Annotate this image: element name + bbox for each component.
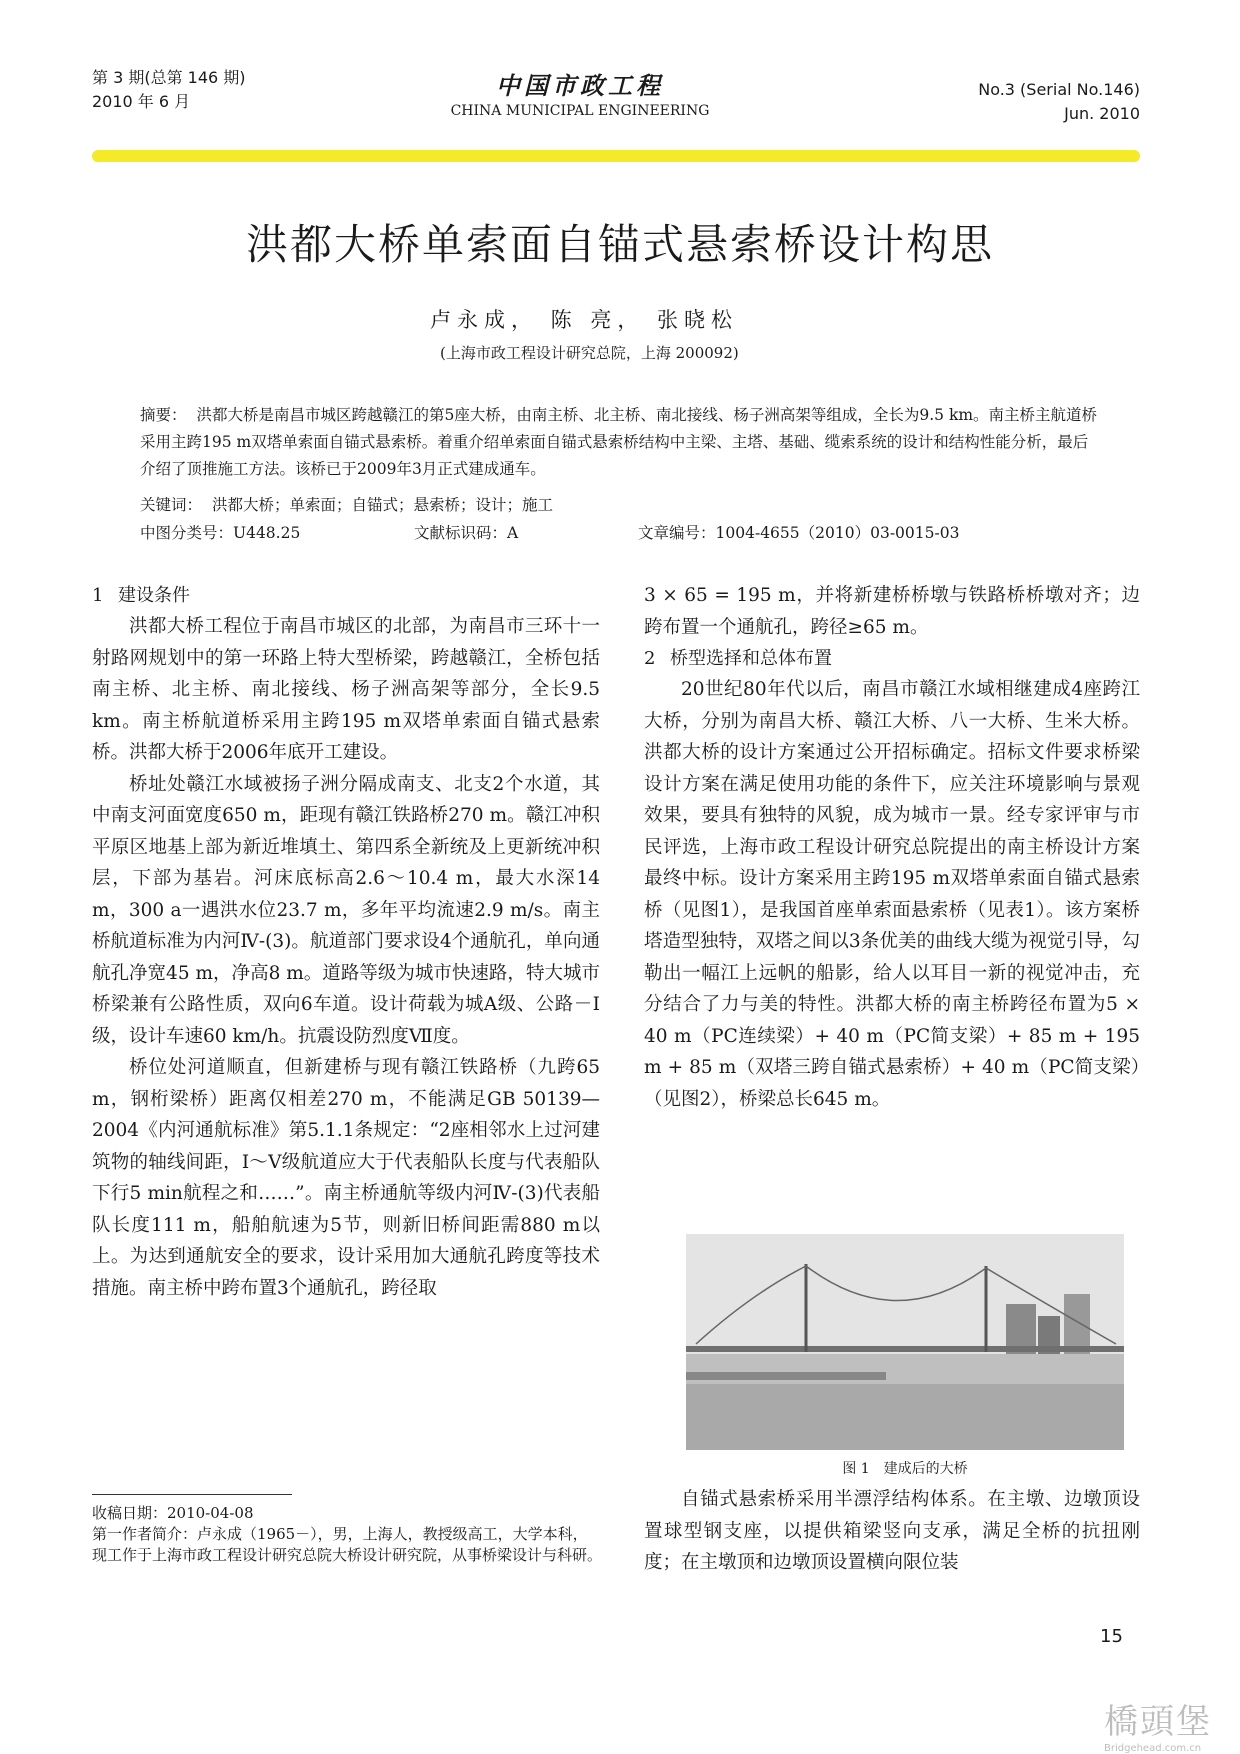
issue-info-en: [880, 78, 1140, 126]
doc-code-label: 文献标识码：: [414, 524, 508, 542]
keywords-label: 关键词：: [140, 496, 203, 514]
right-column: [644, 580, 1140, 1115]
header-band: [92, 150, 1140, 162]
section-heading-1: [92, 580, 600, 611]
article-title: 洪都大桥单索面自锚式悬索桥设计构思: [245, 220, 994, 269]
doc-code: A: [507, 524, 519, 542]
footnote-rule: [92, 1494, 292, 1495]
paragraph: 20世纪80年代以后，南昌市赣江水域相继建成4座跨江大桥，分别为南昌大桥、赣江大桥、八一大桥、生米大桥。洪都大桥的设计方案通过公开招标确定。招标文件要求桥梁设计方案在满足使用功能的条件下，应关注环境影响与景观效果，要具有独特的风貌，成为城市一景。经专家评审与市民评选，上海市政工程设计研究总院提出的南主桥设计方案最终中标。设计方案采用主跨195 m双塔单索面自锚式悬索桥（见图1），是我国首座单索面悬索桥（见表1）。该方案桥塔造型独特，双塔之间以3条优美的曲线大缆为视觉引导，勾勒出一幅江上远帆的船影，给人以耳目一新的视觉冲击，充分结合了力与美的特性。洪都大桥的南主桥跨径布置为5 × 40 m（PC连续梁）+ 40 m（PC简支梁）+ 85 m + 195 m + 85 m（双塔三跨自锚式悬索桥）+ 40 m（PC简支梁）（见图2），桥梁总长645 m。: [644, 679, 1140, 1110]
watermark-url: Bridgehead.com.cn: [1104, 1743, 1202, 1754]
figure-caption: 图 1 建成后的大桥: [842, 1461, 968, 1477]
received-date: 收稿日期：2010-04-08: [92, 1504, 254, 1522]
abstract-label: 摘要：: [140, 406, 187, 424]
clc-code: U448.25: [233, 524, 301, 542]
journal-name-cn: 中国市政工程: [496, 71, 664, 100]
abstract: [140, 402, 1100, 483]
abstract-text: 洪都大桥是南昌市城区跨越赣江的第5座大桥，由南主桥、北主桥、南北接线、杨子洲高架等组成，全长为9.5 km。南主桥主航道桥采用主跨195 m双塔单索面自锚式悬索桥。着重介绍单索面自锚式悬索桥结构中主梁、主塔、基础、缆索系统的设计和结构性能分析，最后介绍了顶推施工方法。该桥已于2009年3月正式建成通车。: [140, 406, 1098, 478]
right-column-lower: [644, 1484, 1140, 1579]
issue-number-cn: 第 3 期(总第 146 期): [92, 68, 246, 87]
author-affiliation: (上海市政工程设计研究总院，上海 200092): [440, 344, 739, 362]
issue-info-cn: [92, 66, 312, 114]
author-bio: 第一作者简介：卢永成（1965－），男，上海人，教授级高工，大学本科，现工作于上海市政工程设计研究总院大桥设计研究院，从事桥梁设计与科研。: [92, 1525, 603, 1564]
article-number: 1004-4655（2010）03-0015-03: [715, 524, 960, 542]
journal-name-en: CHINA MUNICIPAL ENGINEERING: [450, 103, 710, 119]
section-title-1: 建设条件: [118, 585, 190, 606]
bridge-photo: [686, 1234, 1124, 1450]
paragraph: 桥位处河道顺直，但新建桥与现有赣江铁路桥（九跨65 m，钢桁梁桥）距离仅相差270 m，不能满足GB 50139—2004《内河通航标准》第5.1.1条规定：“2座相邻水上过河建筑物的轴线间距，Ⅰ～Ⅴ级航道应大于代表船队长度与代表船队下行5 min航程之和……”。南主桥通航等级内河Ⅳ-(3)代表船队长度111 m，船舶航速为5节，则新旧桥间距需880 m以上。为达到通航安全的要求，设计采用加大通航孔跨度等技术措施。南主桥中跨布置3个通航孔，跨径取: [92, 1057, 600, 1299]
keywords: [140, 492, 1100, 519]
paragraph: 自锚式悬索桥采用半漂浮结构体系。在主墩、边墩顶设置球型钢支座，以提供箱梁竖向支承，满足全桥的抗扭刚度；在主墩顶和边墩顶设置横向限位装: [644, 1489, 1140, 1573]
classification-line: [140, 520, 1100, 547]
paragraph-continued: 3 × 65 = 195 m，并将新建桥桥墩与铁路桥桥墩对齐；边跨布置一个通航孔，跨径≥65 m。: [644, 585, 1140, 638]
clc-label: 中图分类号：: [140, 524, 234, 542]
article-number-label: 文章编号：: [638, 524, 716, 542]
issue-date-cn: 2010 年 6 月: [92, 92, 191, 111]
watermark: [1104, 1694, 1212, 1754]
bridge-photo-drawing: [686, 1234, 1124, 1450]
issue-number-en: No.3 (Serial No.146): [978, 80, 1140, 99]
footnote: [92, 1494, 602, 1566]
left-column: [92, 580, 600, 1304]
watermark-text: 橋頭堡: [1104, 1702, 1212, 1742]
paragraph: 洪都大桥工程位于南昌市城区的北部，为南昌市三环十一射路网规划中的第一环路上特大型桥梁，跨越赣江，全桥包括南主桥、北主桥、南北接线、杨子洲高架等部分，全长9.5 km。南主桥航道桥采用主跨195 m双塔单索面自锚式悬索桥。洪都大桥于2006年底开工建设。: [92, 616, 600, 763]
section-number-1: 1: [92, 585, 104, 606]
paragraph: 桥址处赣江水域被扬子洲分隔成南支、北支2个水道，其中南支河面宽度650 m，距现有赣江铁路桥270 m。赣江冲积平原区地基上部为新近堆填土、第四系全新统及上更新统冲积层，下部为基岩。河床底标高2.6～10.4 m，最大水深14 m，300 a一遇洪水位23.7 m，多年平均流速2.9 m/s。南主桥航道标准为内河Ⅳ-(3)。航道部门要求设4个通航孔，单向通航孔净宽45 m，净高8 m。道路等级为城市快速路，特大城市桥梁兼有公路性质，双向6车道。设计荷载为城A级、公路－Ⅰ级，设计车速60 km/h。抗震设防烈度Ⅶ度。: [92, 773, 600, 1047]
journal-masthead: [420, 66, 740, 119]
page-number: 15: [1100, 1626, 1123, 1647]
keywords-text: 洪都大桥；单索面；自锚式；悬索桥；设计；施工: [212, 496, 554, 514]
author-list: 卢永成， 陈 亮， 张晓松: [430, 308, 739, 332]
section-number-2: 2: [644, 648, 656, 669]
section-title-2: 桥型选择和总体布置: [670, 648, 832, 669]
section-heading-2: [644, 643, 1140, 674]
issue-date-en: Jun. 2010: [1064, 104, 1140, 123]
